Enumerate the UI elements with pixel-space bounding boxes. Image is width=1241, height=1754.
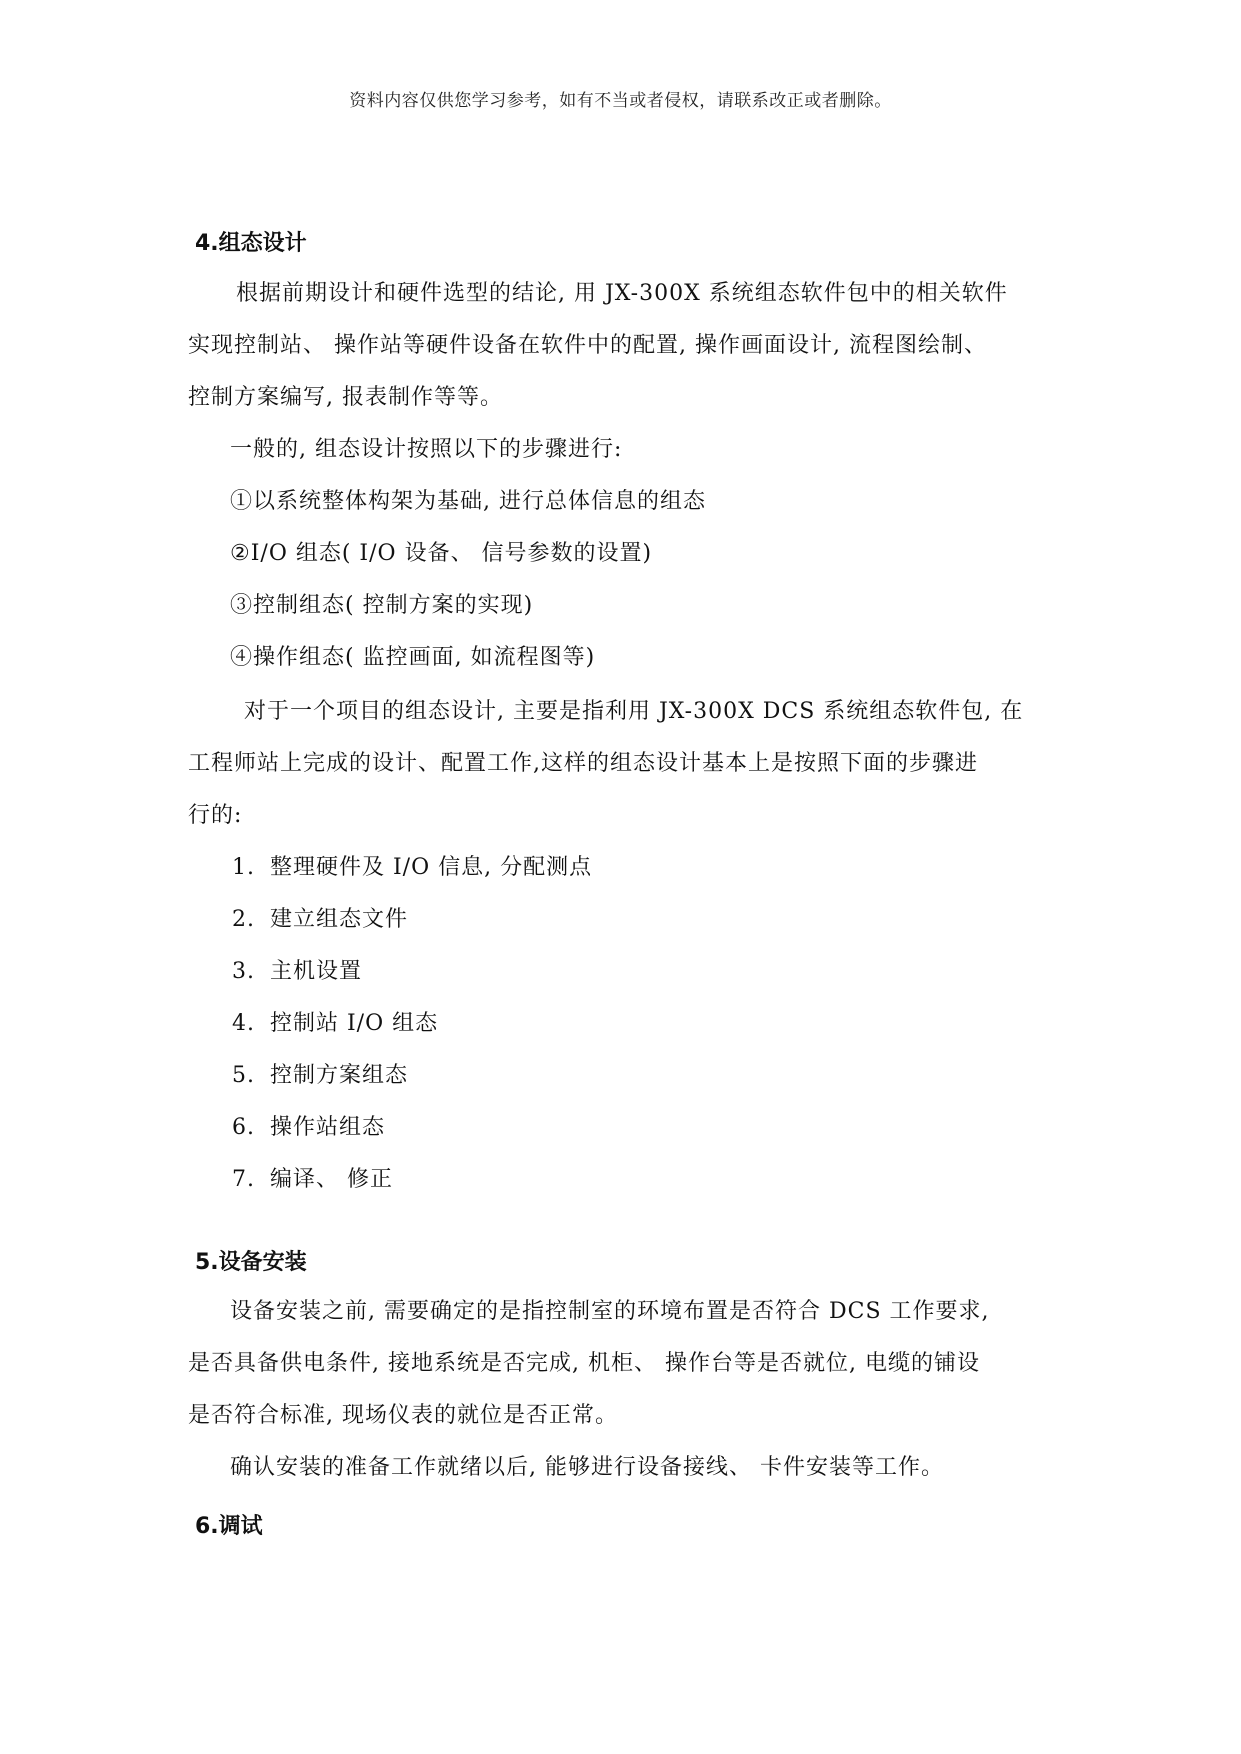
list-item bbox=[232, 905, 408, 935]
list-item bbox=[232, 1061, 408, 1091]
list-item-number: 7. bbox=[232, 1167, 255, 1192]
list-item-number: 1. bbox=[232, 855, 255, 880]
list-item-number: 5. bbox=[232, 1063, 255, 1088]
section-4-step-1: ①以系统整体构架为基础, 进行总体信息的组态 bbox=[230, 489, 706, 514]
section-4-para3-line1: 对于一个项目的组态设计, 主要是指利用 JX-300X DCS 系统组态软件包, 在 bbox=[244, 699, 1024, 724]
section-5-heading: 5.设备安装 bbox=[195, 1250, 307, 1275]
list-item bbox=[232, 1165, 393, 1195]
list-item-text: 建立组态文件 bbox=[270, 907, 409, 932]
list-item bbox=[232, 1113, 385, 1143]
section-6-heading: 6.调试 bbox=[195, 1514, 263, 1539]
list-item-number: 4. bbox=[232, 1011, 255, 1036]
section-5-para1-line2: 是否具备供电条件, 接地系统是否完成, 机柜、 操作台等是否就位, 电缆的铺设 bbox=[188, 1351, 980, 1376]
section-4-para1-line1: 根据前期设计和硬件选型的结论, 用 JX-300X 系统组态软件包中的相关软件 bbox=[236, 281, 1008, 306]
list-item bbox=[232, 1009, 438, 1039]
list-item-text: 控制站 I/O 组态 bbox=[270, 1011, 439, 1036]
list-item-number: 6. bbox=[232, 1115, 255, 1140]
list-item-text: 主机设置 bbox=[270, 959, 363, 984]
section-4-step-4: ④操作组态( 监控画面, 如流程图等) bbox=[230, 645, 596, 670]
list-item-number: 3. bbox=[232, 959, 255, 984]
list-item-text: 操作站组态 bbox=[270, 1115, 386, 1140]
section-4-para3-line2: 工程师站上完成的设计、配置工作,这样的组态设计基本上是按照下面的步骤进 bbox=[188, 751, 978, 776]
section-5-para2: 确认安装的准备工作就绪以后, 能够进行设备接线、 卡件安装等工作。 bbox=[230, 1455, 944, 1480]
header-disclaimer: 资料内容仅供您学习参考，如有不当或者侵权，请联系改正或者删除。 bbox=[349, 91, 892, 111]
list-item-number: 2. bbox=[232, 907, 255, 932]
list-item bbox=[232, 853, 592, 883]
list-item-text: 整理硬件及 I/O 信息, 分配测点 bbox=[270, 855, 593, 880]
section-4-para1-line2: 实现控制站、 操作站等硬件设备在软件中的配置, 操作画面设计, 流程图绘制、 bbox=[188, 333, 987, 358]
section-5-para1-line1: 设备安装之前, 需要确定的是指控制室的环境布置是否符合 DCS 工作要求, bbox=[230, 1299, 990, 1324]
section-4-step-2: ②I/O 组态( I/O 设备、 信号参数的设置) bbox=[230, 541, 653, 566]
section-4-step-3: ③控制组态( 控制方案的实现) bbox=[230, 593, 534, 618]
section-4-para2: 一般的, 组态设计按照以下的步骤进行: bbox=[230, 437, 623, 462]
list-item-text: 控制方案组态 bbox=[270, 1063, 409, 1088]
list-item-text: 编译、 修正 bbox=[270, 1167, 393, 1192]
section-4-para1-line3: 控制方案编写, 报表制作等等。 bbox=[188, 385, 503, 410]
list-item bbox=[232, 957, 362, 987]
section-5-para1-line3: 是否符合标准, 现场仪表的就位是否正常。 bbox=[188, 1403, 618, 1428]
section-4-heading: 4.组态设计 bbox=[195, 231, 307, 256]
section-4-para3-line3: 行的: bbox=[188, 803, 243, 828]
